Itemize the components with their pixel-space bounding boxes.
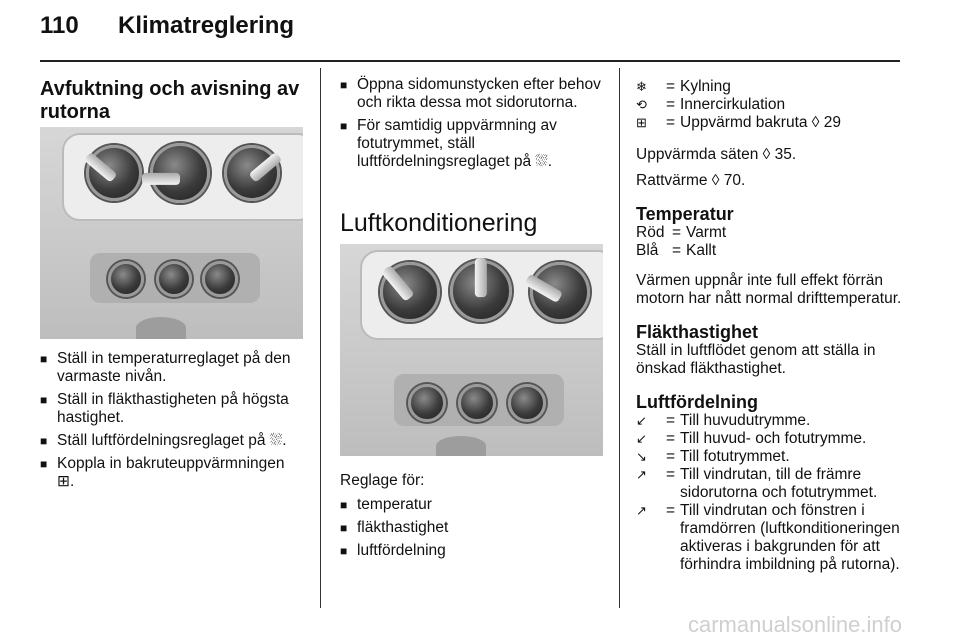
fan-knob-small <box>156 261 192 297</box>
page-title: Klimatreglering <box>118 12 295 39</box>
distribution-knob-small <box>202 261 238 297</box>
list-item: ↙ = Till huvudutrymme. <box>636 412 811 429</box>
vent <box>436 436 486 456</box>
climate-control-photo <box>340 244 603 456</box>
snowflake-icon: ❄ <box>636 79 647 94</box>
airflow-head-foot-icon: ↙ <box>636 431 647 446</box>
list-item: ■ Ställ luftfördelningsreglaget på ⛆. <box>40 432 287 449</box>
temperature-knob-small <box>408 384 446 422</box>
column-2 <box>340 76 604 176</box>
recirculation-icon: ⟲ <box>636 97 647 112</box>
list-item: ■ Ställ in fläkthastigheten på högsta hastighet. <box>40 391 289 426</box>
list-item: ⟲ = Innercirkulation <box>636 96 786 113</box>
fan-knob-small <box>458 384 496 422</box>
seat-heating-ref: Uppvärmda säten ◊ 35. <box>636 146 797 163</box>
climate-control-photo <box>40 127 303 339</box>
list-item: Blå = Kallt <box>636 242 717 259</box>
rear-defrost-icon: ⊞ <box>636 115 647 130</box>
header-rule <box>40 60 900 62</box>
list-item: ↗ = Till vindrutan, till de främre sidorutorna och fotutrymmet. <box>636 466 878 501</box>
symbol-list <box>636 78 902 132</box>
wheel-heating-ref: Rattvärme ◊ 70. <box>636 172 746 189</box>
distribution-knob-small <box>508 384 546 422</box>
controls-intro: Reglage för: <box>340 472 425 489</box>
temperature-heading: Temperatur <box>636 204 734 224</box>
list-item: ■ temperatur <box>340 496 432 513</box>
fan-knob <box>450 260 512 322</box>
list-item: Röd = Varmt <box>636 224 727 241</box>
column-1-bullets <box>40 350 306 496</box>
list-item: ■ luftfördelning <box>340 542 446 559</box>
column-divider <box>320 68 321 608</box>
list-item: ↙ = Till huvud- och fotutrymme. <box>636 430 867 447</box>
temperature-note: Värmen uppnår inte full effekt förrän motorn har nått normal drifttemperatur. <box>636 272 902 307</box>
airflow-windscreen-foot-icon: ↗ <box>636 467 647 482</box>
temperature-knob <box>380 262 440 322</box>
fan-heading: Fläkthastighet <box>636 322 759 342</box>
airflow-windscreen-icon: ↗ <box>636 503 647 518</box>
watermark: carmanualsonline.info <box>687 612 902 637</box>
temperature-knob-small <box>108 261 144 297</box>
list-item: ■ Ställ in temperaturreglaget på den varmaste nivån. <box>40 350 291 385</box>
distribution-knob <box>224 145 280 201</box>
column-1 <box>40 78 306 124</box>
list-item: ■ För samtidig uppvärmning av fotutrymmet, ställ luftfördelningsreglaget på ⛆. <box>340 117 557 170</box>
list-item: ↘ = Till fotutrymmet. <box>636 448 790 465</box>
list-item: ■ Öppna sidomunstycken efter behov och rikta dessa mot sidorutorna. <box>340 76 601 111</box>
fan-knob <box>150 143 210 203</box>
column-3 <box>636 78 902 574</box>
distribution-list <box>636 412 902 574</box>
temperature-knob <box>86 145 142 201</box>
controls-list <box>340 472 604 565</box>
airflow-foot-icon: ↘ <box>636 449 647 464</box>
section-heading: Avfuktning och avisning av rutorna <box>40 78 300 123</box>
fan-text: Ställ in luftflödet genom att ställa in önskad fläkthastighet. <box>636 342 876 377</box>
temperature-list <box>636 224 902 260</box>
vent <box>136 317 186 339</box>
list-item: ↗ = Till vindrutan och fönstren i framdörren (luftkonditioneringen aktiveras i bakgrunden för att förhindra imbildning på rutorna). <box>636 502 900 573</box>
section-heading: Luftkonditionering <box>340 209 538 237</box>
distribution-heading: Luftfördelning <box>636 392 758 412</box>
list-item: ⊞ = Uppvärmd bakruta ◊ 29 <box>636 114 842 131</box>
list-item: ■ Koppla in bakruteuppvärmningen ⊞. <box>40 455 285 490</box>
distribution-knob <box>530 262 590 322</box>
page-number: 110 <box>40 12 79 39</box>
airflow-head-icon: ↙ <box>636 413 647 428</box>
list-item: ■ fläkthastighet <box>340 519 449 536</box>
list-item: ❄ = Kylning <box>636 78 731 95</box>
column-divider <box>619 68 620 608</box>
